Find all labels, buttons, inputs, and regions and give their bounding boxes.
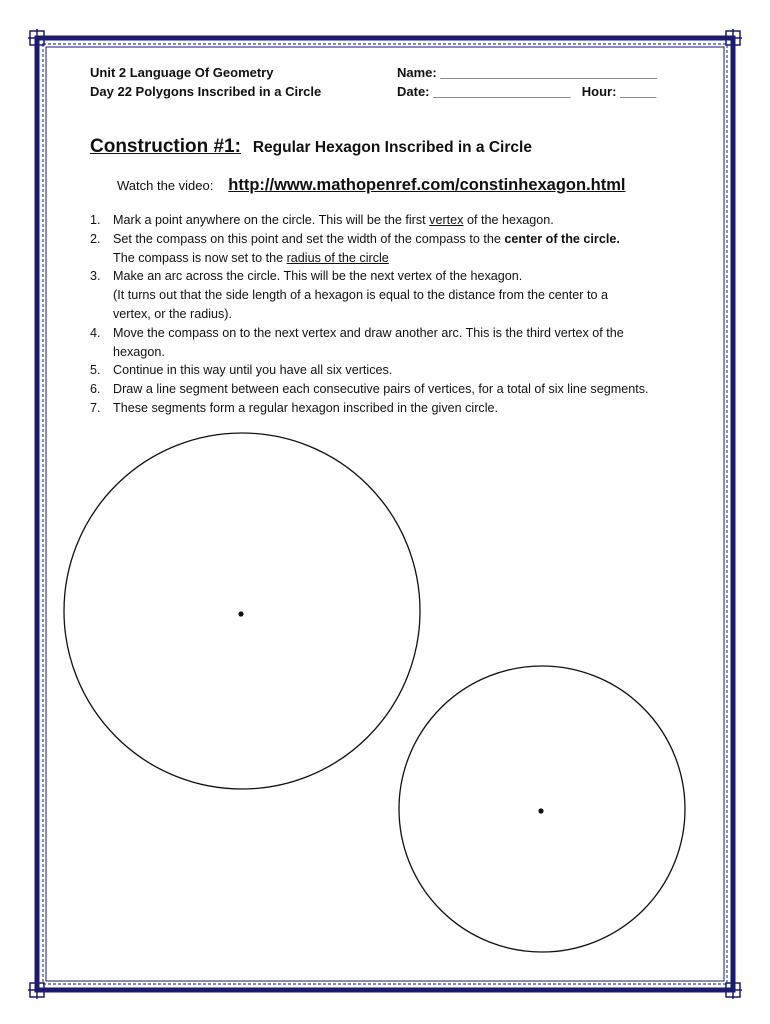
watch-label: Watch the video: [117,178,214,193]
step-number: 1. [90,213,101,227]
date-field[interactable]: ___________________ [433,84,571,99]
name-field[interactable]: ______________________________ [440,65,658,80]
step-segment: Move the compass on to the next vertex and draw another arc. This is the third vertex of the [113,325,624,340]
hour-label: Hour: [581,84,617,99]
day-title: Day 22 Polygons Inscribed in a Circle [90,84,322,99]
step-segment: Set the compass on this point and set the width of the compass to the [113,231,505,246]
step-segment: Draw a line segment between each consecutive pairs of vertices, for a total of six line segments. [113,382,649,397]
large-circle-center-dot [238,611,243,616]
large-circle [64,433,420,789]
small-circle-center-dot [538,808,543,813]
underlined-term: vertex [429,213,464,227]
step-segment: These segments form a regular hexagon inscribed in the given circle. [113,400,499,415]
date-label: Date: [397,84,430,99]
step-segment: The compass is now set to the [113,250,287,265]
step-segment: Mark a point anywhere on the circle. This will be the first [113,213,430,227]
underlined-term: radius of the circle [286,250,389,265]
step-segment: of the hexagon. [463,213,554,227]
name-label: Name: [397,65,437,80]
step-number: 2. [90,231,101,246]
step-segment: Continue in this way until you have all six vertices. [113,363,393,378]
step-number: 5. [90,363,101,378]
step-number: 7. [90,400,101,415]
construction-label: Construction #1: [90,136,241,157]
video-link[interactable]: http://www.mathopenref.com/constinhexagon.html [228,176,626,194]
step-number: 6. [90,382,101,397]
bold-term: center of the circle. [504,231,620,246]
step-segment: (It turns out that the side length of a hexagon is equal to the distance from the center to a [113,288,608,303]
step-number: 3. [90,269,101,284]
hour-field[interactable]: _____ [620,84,657,99]
step-number: 4. [90,325,101,340]
unit-title: Unit 2 Language Of Geometry [90,65,274,80]
step-segment: vertex, or the radius). [113,306,232,321]
step-segment: hexagon. [113,344,165,359]
construction-title: Regular Hexagon Inscribed in a Circle [252,139,532,156]
step-segment: Make an arc across the circle. This will be the next vertex of the hexagon. [113,269,523,284]
